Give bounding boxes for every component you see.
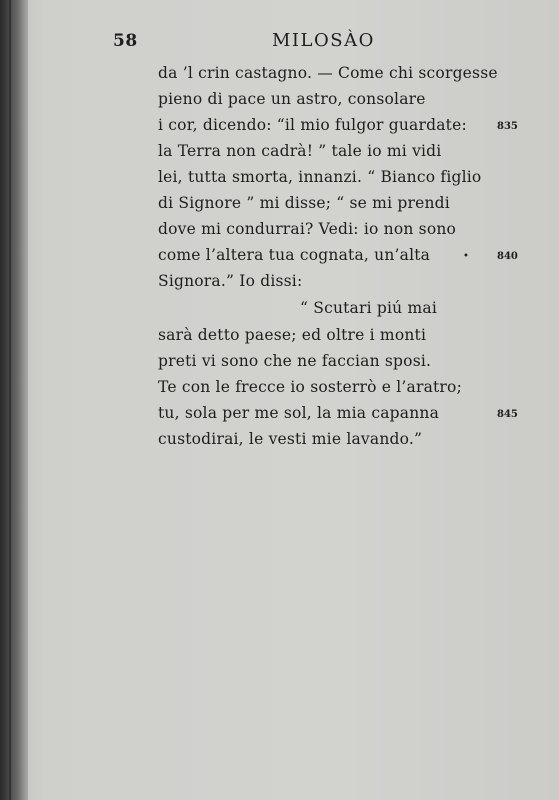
running-title: MILOSÀO xyxy=(272,30,375,51)
poem-line: custodirai, le vesti mie lavando.” xyxy=(158,430,423,448)
poem-line: da ’l crin castagno. — Come chi scorgesse xyxy=(158,64,498,82)
poem-line: “ Scutari piú mai xyxy=(300,299,437,317)
book-binding-edge xyxy=(0,0,28,800)
poem-line: la Terra non cadrà! ” tale io mi vidi xyxy=(158,142,442,160)
poem-line: di Signore ” mi disse; “ se mi prendi xyxy=(158,194,450,212)
poem-line: pieno di pace un astro, consolare xyxy=(158,90,426,108)
poem-line: sarà detto paese; ed oltre i monti xyxy=(158,326,427,344)
poem-line: Signora.” Io dissi: xyxy=(158,272,303,290)
poem-line: tu, sola per me sol, la mia capanna xyxy=(158,404,440,422)
poem-line: Te con le frecce io sosterrò e l’aratro; xyxy=(158,378,462,396)
poem-line: lei, tutta smorta, innanzi. “ Bianco figlio xyxy=(158,168,482,186)
line-number: 845 xyxy=(497,409,518,420)
poem-line: come l’altera tua cognata, un’alta xyxy=(158,246,431,264)
line-number: 835 xyxy=(497,121,518,132)
poem-line: dove mi condurrai? Vedi: io non sono xyxy=(158,220,457,238)
page-number: 58 xyxy=(113,31,138,51)
margin-mark: • xyxy=(463,251,469,262)
poem-line: preti vi sono che ne faccian sposi. xyxy=(158,352,432,370)
line-number: 840 xyxy=(497,251,518,262)
poem-line: i cor, dicendo: “il mio fulgor guardate: xyxy=(158,116,467,134)
